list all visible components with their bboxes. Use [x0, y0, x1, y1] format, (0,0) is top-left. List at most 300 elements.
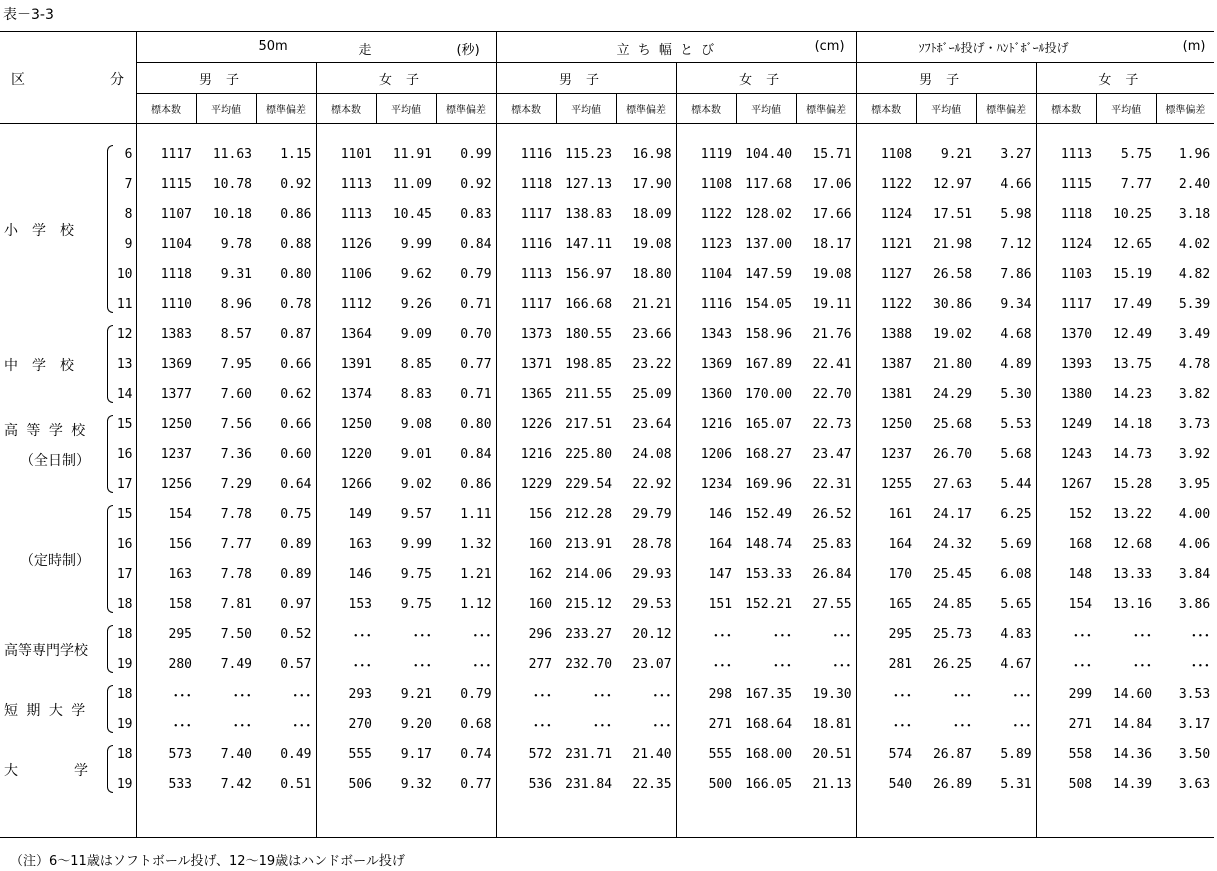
value-cell: 296 — [496, 619, 556, 649]
category-label: 短 期 大 学 — [4, 703, 86, 719]
value-cell: 231.71 — [565, 746, 613, 762]
value-cell: 1108 — [856, 139, 916, 169]
value-cell: 533 — [136, 769, 196, 799]
value-cell: 152 — [1036, 499, 1096, 529]
age-cell: 19 — [116, 776, 133, 792]
value-cell: 0.88 — [280, 236, 312, 252]
fitness-table — [0, 31, 1214, 838]
group-title-jump: 立 ち 幅 と び — [616, 43, 717, 58]
table-row — [0, 679, 1214, 709]
value-cell: 15.71 — [812, 146, 852, 162]
value-cell: 1250 — [856, 409, 916, 439]
stat-header: 平均値 — [196, 94, 256, 124]
value-cell: ･･･ — [676, 619, 736, 649]
value-cell: 225.80 — [565, 446, 613, 462]
age-cell: 16 — [116, 536, 133, 552]
stat-header: 標準偏差 — [436, 94, 496, 124]
sex-header: 男子 — [496, 63, 676, 94]
value-cell: 9.78 — [220, 236, 252, 252]
stat-header: 標本数 — [856, 94, 916, 124]
value-cell: 3.27 — [1000, 146, 1032, 162]
value-cell: 21.21 — [632, 296, 672, 312]
value-cell: 153 — [316, 589, 376, 619]
value-cell: 0.70 — [460, 326, 492, 342]
value-cell: 1364 — [316, 319, 376, 349]
value-cell: ･･･ — [496, 709, 556, 739]
value-cell: 169.96 — [745, 476, 793, 492]
value-cell: 1121 — [856, 229, 916, 259]
value-cell: 18.81 — [812, 716, 852, 732]
value-cell: 1374 — [316, 379, 376, 409]
value-cell: 4.89 — [1000, 356, 1032, 372]
age-cell: 17 — [116, 476, 133, 492]
value-cell: 26.89 — [932, 776, 973, 792]
value-cell: 1243 — [1036, 439, 1096, 469]
value-cell: 1117 — [496, 199, 556, 229]
value-cell: 1124 — [856, 199, 916, 229]
value-cell: 5.65 — [1000, 596, 1032, 612]
age-cell: 7 — [124, 176, 133, 192]
value-cell: 0.62 — [280, 386, 312, 402]
value-cell: 23.22 — [632, 356, 672, 372]
value-cell: 22.31 — [812, 476, 852, 492]
value-cell: ･･･ — [832, 658, 852, 674]
age-cell: 12 — [116, 326, 133, 342]
value-cell: 13.16 — [1112, 596, 1153, 612]
value-cell: ･･･ — [652, 718, 672, 734]
value-cell: 22.70 — [812, 386, 852, 402]
value-cell: 21.98 — [932, 236, 973, 252]
stat-header: 標準偏差 — [616, 94, 676, 124]
value-cell: 21.76 — [812, 326, 852, 342]
value-cell: 1123 — [676, 229, 736, 259]
value-cell: 7.50 — [220, 626, 252, 642]
value-cell: ･･･ — [472, 628, 492, 644]
brace-icon — [107, 625, 113, 673]
value-cell: 1116 — [496, 139, 556, 169]
age-cell: 19 — [116, 656, 133, 672]
value-cell: 572 — [496, 739, 556, 769]
age-cell: 18 — [116, 686, 133, 702]
age-cell: 17 — [116, 566, 133, 582]
value-cell: 9.32 — [400, 776, 432, 792]
value-cell: 156 — [136, 529, 196, 559]
value-cell: 1.15 — [280, 146, 312, 162]
value-cell: 1115 — [136, 169, 196, 199]
value-cell: 1381 — [856, 379, 916, 409]
value-cell: 1122 — [856, 169, 916, 199]
value-cell: 9.21 — [940, 146, 973, 162]
value-cell: 1377 — [136, 379, 196, 409]
value-cell: ･･･ — [472, 658, 492, 674]
value-cell: 9.31 — [220, 266, 252, 282]
value-cell: ･･･ — [292, 688, 312, 704]
age-cell: 18 — [116, 746, 133, 762]
value-cell: 8.96 — [220, 296, 252, 312]
value-cell: 147.11 — [565, 236, 613, 252]
value-cell: 1388 — [856, 319, 916, 349]
value-cell: 0.60 — [280, 446, 312, 462]
value-cell: 1112 — [316, 289, 376, 319]
value-cell: 1117 — [496, 289, 556, 319]
age-cell: 6 — [124, 146, 133, 162]
value-cell: 14.36 — [1112, 746, 1153, 762]
value-cell: ･･･ — [1036, 619, 1096, 649]
value-cell: 13.75 — [1112, 356, 1153, 372]
value-cell: 7.77 — [1120, 176, 1153, 192]
value-cell: 14.60 — [1112, 686, 1153, 702]
group-title-run: 50m — [258, 39, 288, 54]
value-cell: 293 — [316, 679, 376, 709]
value-cell: 21.80 — [932, 356, 973, 372]
kubun-label: 分 — [110, 72, 124, 88]
value-cell: 1104 — [676, 259, 736, 289]
value-cell: 1393 — [1036, 349, 1096, 379]
value-cell: 1106 — [316, 259, 376, 289]
group-title-throw: ｿﾌﾄﾎﾞｰﾙ投げ・ﾊﾝﾄﾞﾎﾞｰﾙ投げ — [918, 41, 1069, 55]
value-cell: 23.07 — [632, 656, 672, 672]
value-cell: 555 — [676, 739, 736, 769]
value-cell: 12.97 — [932, 176, 973, 192]
value-cell: 15.19 — [1112, 266, 1153, 282]
value-cell: 0.80 — [280, 266, 312, 282]
value-cell: 9.34 — [1000, 296, 1032, 312]
value-cell: ･･･ — [856, 709, 916, 739]
value-cell: 9.26 — [400, 296, 432, 312]
value-cell: 1127 — [856, 259, 916, 289]
value-cell: 154 — [136, 499, 196, 529]
value-cell: 11.09 — [392, 176, 432, 192]
value-cell: 1373 — [496, 319, 556, 349]
value-cell: 20.12 — [632, 626, 672, 642]
value-cell: ･･･ — [772, 628, 793, 644]
value-cell: 1113 — [496, 259, 556, 289]
value-cell: ･･･ — [1132, 628, 1153, 644]
value-cell: 8.57 — [220, 326, 252, 342]
value-cell: 215.12 — [565, 596, 613, 612]
brace-icon — [107, 325, 113, 403]
value-cell: 536 — [496, 769, 556, 799]
value-cell: 500 — [676, 769, 736, 799]
category-label: 小 学 校 — [4, 223, 74, 239]
table-row — [0, 499, 1214, 529]
value-cell: 4.06 — [1178, 536, 1211, 552]
value-cell: 127.13 — [565, 176, 613, 192]
value-cell: 11.91 — [392, 146, 432, 162]
value-cell: 0.83 — [460, 206, 492, 222]
value-cell: 2.40 — [1178, 176, 1211, 192]
category-label: （定時制） — [20, 553, 90, 569]
value-cell: 147.59 — [745, 266, 793, 282]
table-row — [0, 349, 1214, 379]
value-cell: 0.68 — [460, 716, 492, 732]
value-cell: 18.17 — [812, 236, 852, 252]
age-cell: 11 — [116, 296, 133, 312]
value-cell: 24.85 — [932, 596, 973, 612]
value-cell: 10.78 — [212, 176, 252, 192]
value-cell: 0.79 — [460, 686, 492, 702]
value-cell: 3.50 — [1178, 746, 1211, 762]
value-cell: 148.74 — [745, 536, 793, 552]
table-row — [0, 619, 1214, 649]
value-cell: 166.05 — [745, 776, 793, 792]
value-cell: 3.18 — [1178, 206, 1211, 222]
age-cell: 16 — [116, 446, 133, 462]
value-cell: 13.22 — [1112, 506, 1153, 522]
value-cell: 1267 — [1036, 469, 1096, 499]
value-cell: 10.18 — [212, 206, 252, 222]
value-cell: 138.83 — [565, 206, 613, 222]
value-cell: 9.17 — [400, 746, 432, 762]
stat-header: 標本数 — [676, 94, 736, 124]
value-cell: 30.86 — [932, 296, 973, 312]
value-cell: 117.68 — [745, 176, 793, 192]
value-cell: 153.33 — [745, 566, 793, 582]
value-cell: 4.83 — [1000, 626, 1032, 642]
value-cell: ･･･ — [1012, 688, 1032, 704]
value-cell: 1237 — [136, 439, 196, 469]
table-row — [0, 259, 1214, 289]
age-cell: 10 — [116, 266, 133, 282]
group-header-run — [136, 32, 496, 63]
value-cell: 7.56 — [220, 416, 252, 432]
stat-header: 平均値 — [736, 94, 796, 124]
value-cell: 24.17 — [932, 506, 973, 522]
value-cell: 20.51 — [812, 746, 852, 762]
value-cell: 0.89 — [280, 566, 312, 582]
value-cell: 160 — [496, 529, 556, 559]
value-cell: 28.78 — [632, 536, 672, 552]
value-cell: 0.77 — [460, 356, 492, 372]
category-label: 高 等 学 校 — [4, 423, 86, 439]
group-header-throw — [856, 32, 1214, 63]
value-cell: 3.82 — [1178, 386, 1211, 402]
value-cell: 0.92 — [460, 176, 492, 192]
value-cell: 22.35 — [632, 776, 672, 792]
sex-header: 女子 — [316, 63, 496, 94]
value-cell: 9.21 — [400, 686, 432, 702]
brace-icon — [107, 415, 113, 493]
value-cell: 5.89 — [1000, 746, 1032, 762]
value-cell: 17.66 — [812, 206, 852, 222]
value-cell: 1256 — [136, 469, 196, 499]
value-cell: 4.68 — [1000, 326, 1032, 342]
value-cell: 1.96 — [1178, 146, 1211, 162]
value-cell: 11.63 — [212, 146, 252, 162]
brace-icon — [107, 145, 113, 313]
value-cell: 23.64 — [632, 416, 672, 432]
value-cell: 1391 — [316, 349, 376, 379]
value-cell: 1343 — [676, 319, 736, 349]
category-label: 中 学 校 — [4, 358, 74, 374]
value-cell: 270 — [316, 709, 376, 739]
value-cell: 13.33 — [1112, 566, 1153, 582]
value-cell: 170.00 — [745, 386, 793, 402]
value-cell: 8.83 — [400, 386, 432, 402]
value-cell: 0.77 — [460, 776, 492, 792]
stat-header: 標本数 — [496, 94, 556, 124]
age-cell: 9 — [124, 236, 133, 252]
age-cell: 14 — [116, 386, 133, 402]
value-cell: 14.23 — [1112, 386, 1153, 402]
value-cell: 0.64 — [280, 476, 312, 492]
value-cell: 160 — [496, 589, 556, 619]
value-cell: ･･･ — [316, 649, 376, 679]
value-cell: 25.83 — [812, 536, 852, 552]
age-cell: 18 — [116, 626, 133, 642]
table-row — [0, 139, 1214, 169]
value-cell: 1118 — [496, 169, 556, 199]
value-cell: 555 — [316, 739, 376, 769]
table-row — [0, 739, 1214, 769]
value-cell: 19.08 — [812, 266, 852, 282]
value-cell: 18.09 — [632, 206, 672, 222]
value-cell: 9.57 — [400, 506, 432, 522]
value-cell: 1237 — [856, 439, 916, 469]
value-cell: 9.99 — [400, 236, 432, 252]
value-cell: 147 — [676, 559, 736, 589]
value-cell: 19.02 — [932, 326, 973, 342]
table-row — [0, 319, 1214, 349]
value-cell: 148 — [1036, 559, 1096, 589]
value-cell: 165.07 — [745, 416, 793, 432]
value-cell: 152.49 — [745, 506, 793, 522]
stat-header: 平均値 — [376, 94, 436, 124]
value-cell: 5.30 — [1000, 386, 1032, 402]
value-cell: 18.80 — [632, 266, 672, 282]
value-cell: 0.74 — [460, 746, 492, 762]
value-cell: 16.98 — [632, 146, 672, 162]
value-cell: 25.45 — [932, 566, 973, 582]
value-cell: ･･･ — [1190, 658, 1211, 674]
value-cell: 1.11 — [460, 506, 492, 522]
value-cell: 17.49 — [1112, 296, 1153, 312]
value-cell: 168.00 — [745, 746, 793, 762]
value-cell: 0.51 — [280, 776, 312, 792]
value-cell: 14.84 — [1112, 716, 1153, 732]
value-cell: 1107 — [136, 199, 196, 229]
value-cell: 9.62 — [400, 266, 432, 282]
value-cell: ･･･ — [1036, 649, 1096, 679]
value-cell: 298 — [676, 679, 736, 709]
value-cell: 6.25 — [1000, 506, 1032, 522]
value-cell: 1370 — [1036, 319, 1096, 349]
value-cell: ･･･ — [136, 709, 196, 739]
value-cell: 1103 — [1036, 259, 1096, 289]
value-cell: 0.99 — [460, 146, 492, 162]
value-cell: 7.78 — [220, 506, 252, 522]
value-cell: 1250 — [136, 409, 196, 439]
value-cell: ･･･ — [856, 679, 916, 709]
value-cell: 1.32 — [460, 536, 492, 552]
value-cell: 271 — [1036, 709, 1096, 739]
value-cell: 1113 — [316, 199, 376, 229]
value-cell: 3.95 — [1178, 476, 1211, 492]
value-cell: 7.95 — [220, 356, 252, 372]
value-cell: 5.53 — [1000, 416, 1032, 432]
value-cell: 22.41 — [812, 356, 852, 372]
value-cell: ･･･ — [316, 619, 376, 649]
group-unit-run: (秒) — [456, 43, 480, 58]
value-cell: 154.05 — [745, 296, 793, 312]
value-cell: 4.66 — [1000, 176, 1032, 192]
value-cell: 9.08 — [400, 416, 432, 432]
value-cell: 0.71 — [460, 386, 492, 402]
value-cell: 26.70 — [932, 446, 973, 462]
brace-icon — [107, 685, 113, 733]
value-cell: 1122 — [676, 199, 736, 229]
value-cell: 14.39 — [1112, 776, 1153, 792]
stat-header: 平均値 — [1096, 94, 1156, 124]
value-cell: 281 — [856, 649, 916, 679]
value-cell: 15.28 — [1112, 476, 1153, 492]
value-cell: 1220 — [316, 439, 376, 469]
value-cell: 3.84 — [1178, 566, 1211, 582]
value-cell: 24.08 — [632, 446, 672, 462]
value-cell: 7.49 — [220, 656, 252, 672]
value-cell: 156.97 — [565, 266, 613, 282]
age-cell: 15 — [116, 506, 133, 522]
value-cell: 9.20 — [400, 716, 432, 732]
value-cell: 168.27 — [745, 446, 793, 462]
value-cell: 1116 — [496, 229, 556, 259]
value-cell: 166.68 — [565, 296, 613, 312]
value-cell: 5.75 — [1120, 146, 1153, 162]
value-cell: 26.52 — [812, 506, 852, 522]
value-cell: ･･･ — [136, 679, 196, 709]
value-cell: 168.64 — [745, 716, 793, 732]
value-cell: 9.09 — [400, 326, 432, 342]
value-cell: 4.00 — [1178, 506, 1211, 522]
value-cell: 7.36 — [220, 446, 252, 462]
age-cell: 19 — [116, 716, 133, 732]
value-cell: 0.75 — [280, 506, 312, 522]
value-cell: 23.66 — [632, 326, 672, 342]
category-label: 高等専門学校 — [4, 643, 88, 659]
group-title-run-2: 走 — [358, 43, 372, 58]
value-cell: ･･･ — [1132, 658, 1153, 674]
value-cell: 8.85 — [400, 356, 432, 372]
age-cell: 15 — [116, 416, 133, 432]
value-cell: 29.93 — [632, 566, 672, 582]
value-cell: 573 — [136, 739, 196, 769]
value-cell: 25.73 — [932, 626, 973, 642]
value-cell: 0.57 — [280, 656, 312, 672]
value-cell: 5.31 — [1000, 776, 1032, 792]
table-row — [0, 589, 1214, 619]
value-cell: 0.78 — [280, 296, 312, 312]
value-cell: 9.75 — [400, 596, 432, 612]
value-cell: 7.86 — [1000, 266, 1032, 282]
value-cell: 14.73 — [1112, 446, 1153, 462]
group-unit-jump: (cm) — [814, 39, 845, 54]
value-cell: 232.70 — [565, 656, 613, 672]
value-cell: 163 — [136, 559, 196, 589]
value-cell: ･･･ — [232, 688, 252, 704]
value-cell: 1113 — [316, 169, 376, 199]
stat-header: 標準偏差 — [796, 94, 856, 124]
value-cell: 161 — [856, 499, 916, 529]
value-cell: 0.97 — [280, 596, 312, 612]
sex-header: 男子 — [136, 63, 316, 94]
value-cell: ･･･ — [1012, 718, 1032, 734]
value-cell: 7.81 — [220, 596, 252, 612]
value-cell: 1101 — [316, 139, 376, 169]
value-cell: 1234 — [676, 469, 736, 499]
value-cell: 158 — [136, 589, 196, 619]
value-cell: 26.84 — [812, 566, 852, 582]
value-cell: 0.49 — [280, 746, 312, 762]
